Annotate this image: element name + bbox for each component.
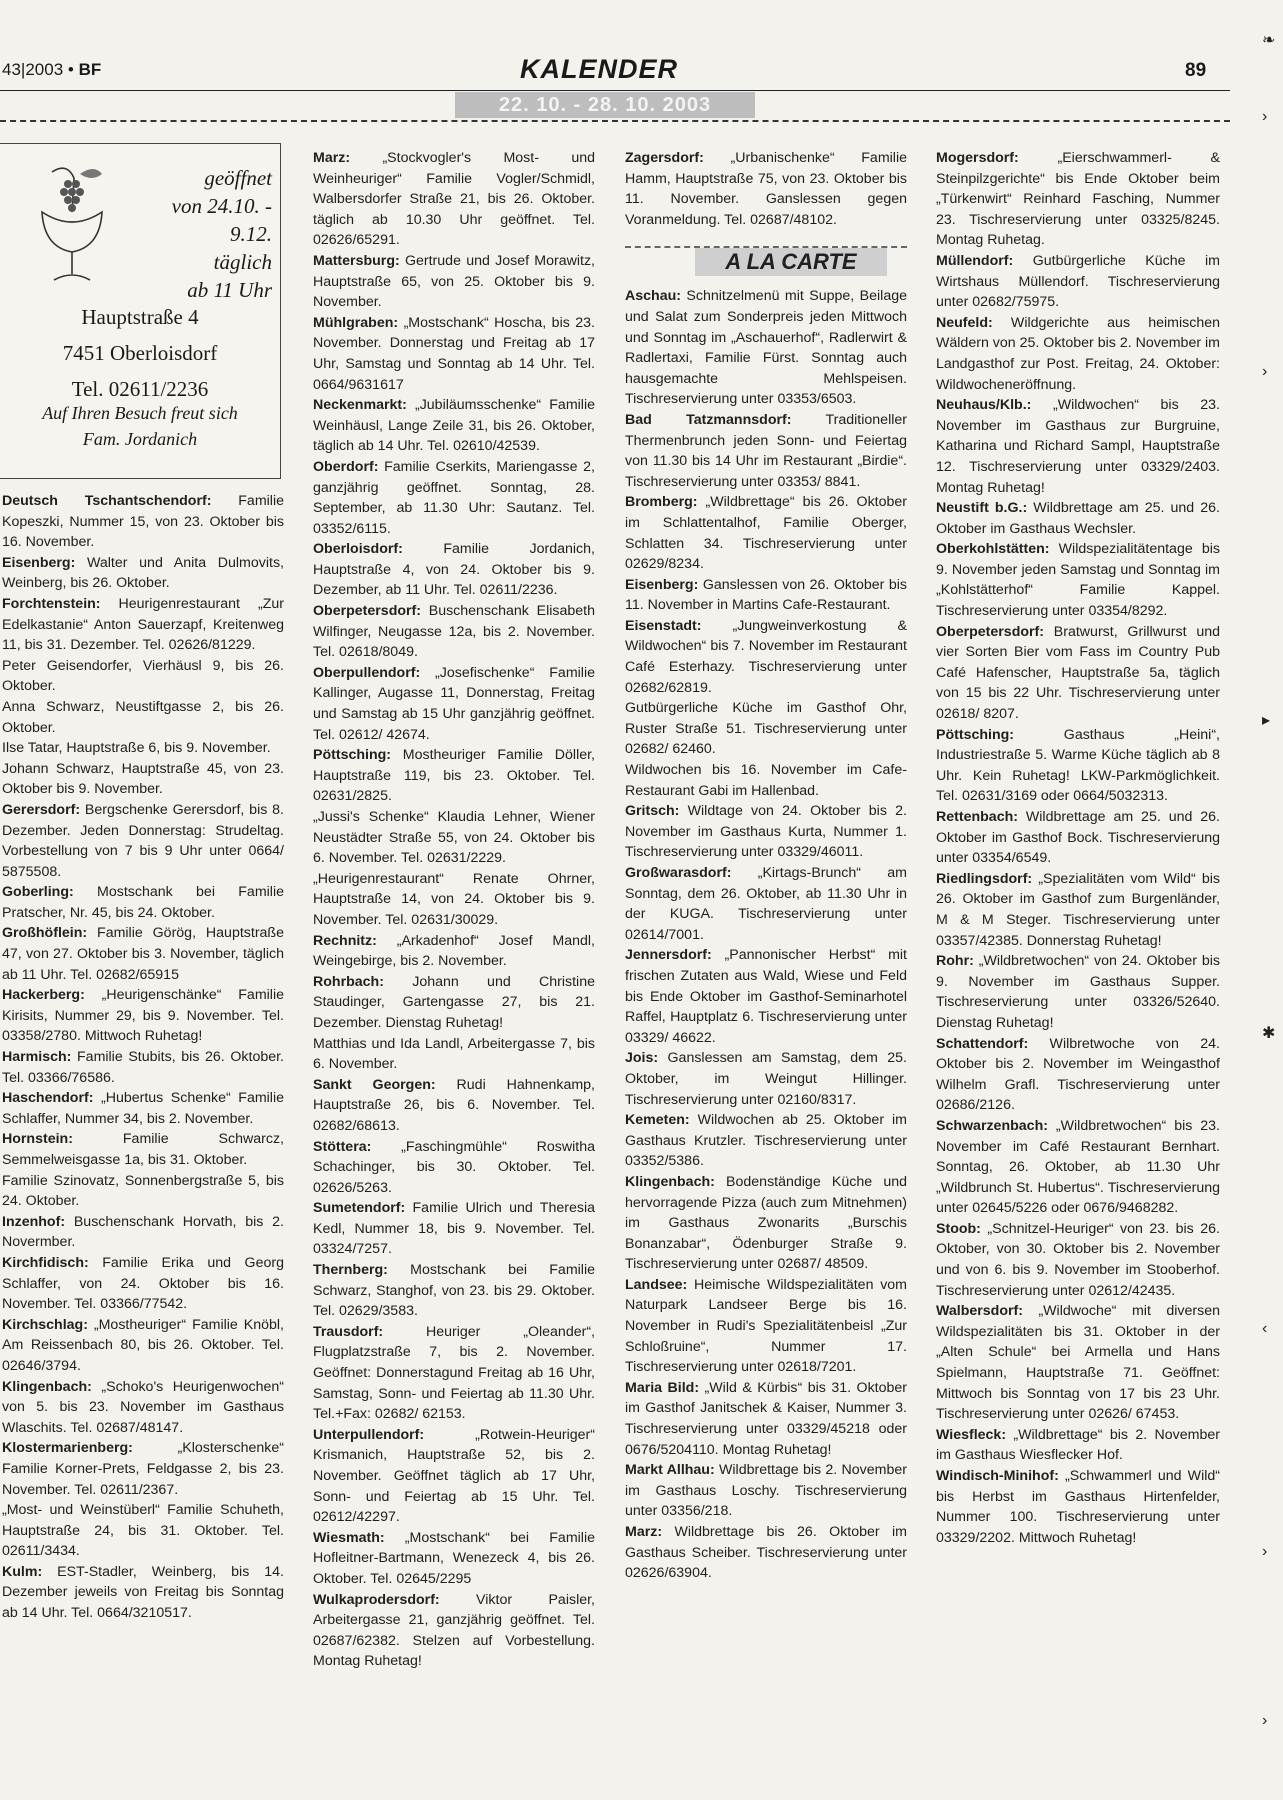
place-name: Wiesmath:: [313, 1529, 385, 1546]
zagersdorf-entry: [625, 148, 907, 230]
place-name: Wiesfleck:: [936, 1426, 1007, 1443]
place-name: Marz:: [625, 1524, 663, 1540]
listing-entry: [2, 1562, 284, 1624]
ad-address: Hauptstraße 4 7451 Oberloisdorf Tel. 02611/2236: [62, 305, 218, 401]
margin-mark: ✱: [1262, 1025, 1276, 1042]
place-name: Rechnitz:: [313, 932, 377, 949]
listing-entry: [2, 1315, 284, 1377]
listing-text: „Schoko's Heurigenwochen“ von 5. bis 23. November im Gasthaus Wlaschits. Tel. 02687/48147.: [2, 1378, 284, 1436]
column-heurigen-2: [313, 148, 595, 1672]
listing-text: „Jungweinverkostung & Wildwochen“ bis 7. November im Restaurant Café Esterhazy. Tischreservierung unter 02682/62819.: [625, 617, 907, 696]
listing-entry: [313, 972, 595, 1034]
place-name: Pöttsching:: [313, 747, 392, 764]
listing-text: „Hubertus Schenke“ Familie Schlaffer, Nummer 34, bis 2. November.: [2, 1090, 284, 1127]
listing-entry: [936, 1466, 1220, 1548]
margin-mark: ›: [1262, 363, 1268, 380]
listing-text: „Mostschank“ Hoscha, bis 23. November. Donnerstag und Freitag ab 17 Uhr, Samstag und Sonntag ab 14 Uhr. Tel. 0664/9631617: [313, 314, 595, 393]
listing-text: Familie Görög, Hauptstraße 47, von 27. Oktober bis 3. November, täglich ab 11 Uhr. Tel. 02682/65915: [2, 925, 284, 983]
place-name: Jois:: [625, 1050, 659, 1067]
listing-text: „Pannonischer Herbst“ mit frischen Zutaten aus Wald, Wiese und Feld bis Ende Oktober im Gasthof-Seminarhotel Raffel, Hauptplatz 6. Tischreservierung unter 03329/ 46622.: [625, 947, 907, 1046]
place-name: Wulkaprodersdorf:: [313, 1591, 440, 1608]
place-name: Deutsch Tschantschendorf:: [2, 493, 212, 509]
place-name: Trausdorf:: [313, 1323, 384, 1340]
listing-entry: [936, 498, 1220, 539]
listing-entry: [625, 1275, 907, 1378]
place-name: Aschau:: [625, 288, 681, 305]
place-name: Pöttsching:: [936, 726, 1015, 743]
listing-text: „Mostheuriger“ Familie Knöbl, Am Reissenbach 80, bis 26. Oktober. Tel. 02646/3794.: [2, 1316, 284, 1374]
listing-entry: [625, 863, 907, 945]
listing-entry: [2, 1212, 284, 1253]
place-name: Mogersdorf:: [936, 150, 1019, 166]
column-alacarte-2: [936, 148, 1220, 1548]
listing-entry: [313, 1198, 595, 1260]
listing-entry: [2, 1377, 284, 1439]
place-name: Hornstein:: [2, 1131, 73, 1148]
listing-text: Wildbrettage bis 2. November im Gasthaus Loschy. Tischreservierung unter 03356/218.: [625, 1462, 907, 1520]
place-name: Neustift b.G.:: [936, 500, 1028, 517]
listing-entry: [625, 575, 907, 616]
header-rule: [0, 90, 1230, 91]
place-name: Oberpetersdorf:: [313, 603, 421, 620]
listing-text: Ganslessen am Samstag, dem 25. Oktober, im Weingut Hillinger. Tischreservierung unter 02160/8317.: [625, 1050, 907, 1108]
listing-entry: [936, 1034, 1220, 1116]
listing-text: Wildwochen bis 16. November im Cafe-Restaurant Gabi im Hallenbad.: [625, 762, 907, 799]
listing-entry: [625, 945, 907, 1048]
place-name: Hackerberg:: [2, 987, 85, 1004]
listing-entry: [2, 1500, 284, 1562]
listing-entry: [2, 738, 284, 759]
ad-footer: Auf Ihren Besuch freut sich Fam. Jordanich: [42, 403, 238, 449]
listing-text: Gutbürgerliche Küche im Wirtshaus Müllendorf. Tischreservierung unter 02682/75975.: [936, 252, 1220, 311]
listing-entry: [625, 410, 907, 492]
margin-mark: ›: [1262, 1543, 1268, 1560]
place-name: Eisenberg:: [625, 576, 699, 593]
place-name: Oberpetersdorf:: [936, 623, 1044, 640]
listing-entry: [313, 869, 595, 931]
place-name: Müllendorf:: [936, 252, 1014, 269]
listing-text: Familie Schwarcz, Semmelweisgasse 1a, bis 31. Oktober.: [2, 1131, 284, 1168]
place-name: Haschendorf:: [2, 1090, 94, 1107]
place-name: Rohrbach:: [313, 973, 384, 990]
place-name: Markt Allhau:: [625, 1462, 715, 1479]
listing-text: „Josefischenke“ Familie Kallinger, Augasse 11, Donnerstag, Freitag und Samstag ab 15 Uhr ganzjährig geöffnet. Tel. 02612/ 42674.: [313, 664, 595, 743]
date-range: 22. 10. - 28. 10. 2003: [455, 92, 755, 118]
place-name: Schwarzenbach:: [936, 1117, 1048, 1134]
place-name: Gritsch:: [625, 803, 680, 820]
listing-text: Matthias und Ida Landl, Arbeitergasse 7, bis 6. November.: [313, 1035, 595, 1073]
listing-text: Johann Schwarz, Hauptstraße 45, von 23. Oktober bis 9. November.: [2, 760, 284, 798]
place-name: Sumetendorf:: [313, 1200, 406, 1217]
listing-entry: [313, 1322, 595, 1425]
listing-text: Bergschenke Gerersdorf, bis 8. Dezember. Jeden Donnerstag: Strudeltag. Vorbestellung von 7 bis 9 Uhr unter 0664/ 5875508.: [2, 801, 284, 880]
listing-entry: [625, 1048, 907, 1110]
place-name: Kulm:: [2, 1563, 43, 1580]
listing-text: Familie Kopeszki, Nummer 15, von 23. Oktober bis 16. November.: [2, 493, 284, 551]
listing-text: Anna Schwarz, Neustiftgasse 2, bis 26. Oktober.: [2, 698, 284, 736]
listing-text: Gertrude und Josef Morawitz, Hauptstraße 65, von 25. Oktober bis 9. November.: [313, 252, 595, 311]
place-name: Eisenberg:: [2, 554, 76, 571]
listing-text: „Wildbrettage“ bis 26. Oktober im Schlattentalhof, Familie Oberger, Schlatten 34. Tischreservierung unter 02629/8234.: [625, 494, 907, 573]
listing-text: „Eierschwammerl- & Steinpilzgerichte“ bis Ende Oktober beim „Türkenwirt“ Reinhard Fasching, Nummer 23. Tischreservierung unter 03325/8245. Montag Ruhetag.: [936, 150, 1220, 249]
listing-entry: [2, 656, 284, 697]
place-name: Klingenbach:: [2, 1378, 92, 1395]
listing-entry: [313, 1075, 595, 1137]
place-name: Rettenbach:: [936, 809, 1018, 825]
listing-entry: [936, 1301, 1220, 1425]
margin-mark: ‹: [1262, 1320, 1268, 1337]
place-name: Kemeten:: [625, 1112, 690, 1129]
listing-text: Wildtage von 24. Oktober bis 2. November im Gasthaus Kurta, Nummer 1. Tischreservierung unter 03329/46011.: [625, 803, 907, 861]
listing-text: Schnitzelmenü mit Suppe, Beilage und Salat zum Sonderpreis jeden Mittwoch und Sonntag im „Aschauerhof“, Radlerwirt & Radlertaxi, Familie Fürst. Sonntag auch hausgemachte Mehlspeisen. Tischreservierung unter 03353/6503.: [625, 288, 907, 408]
grape-chalice-icon: [22, 152, 122, 302]
listing-text: „Wildbretwochen“ bis 23. November im Café Restaurant Bernhart. Sonntag, 26. Oktober, ab 11.30 Uhr „Wildbrunch St. Hubertus“. Tischreservierung unter 02645/5226 oder 0676/9468282.: [936, 1117, 1220, 1217]
place-name: Schattendorf:: [936, 1035, 1029, 1052]
listing-entry: [936, 951, 1220, 1033]
listing-text: Mostschank bei Familie Schwarz, Stanghof, von 23. bis 29. Oktober. Tel. 02629/3583.: [313, 1262, 595, 1320]
listing-text: „Kirtags-Brunch“ am Sonntag, dem 26. Oktober, ab 11.30 Uhr in der KUGA. Tischreservierung unter 02614/7001.: [625, 865, 907, 943]
alacarte-title: A LA CARTE: [695, 248, 887, 276]
dashed-divider: [0, 120, 1230, 122]
listing-text: Heimische Wildspezialitäten vom Naturpark Landseer Berge bis 16. November in Rudi's Spezialitätenbeisl „Zur Schloßruine“, Nummer 17. Tischreservierung unter 02618/7201.: [625, 1276, 907, 1376]
place-name: Riedlingsdorf:: [936, 870, 1033, 887]
place-name: Walbersdorf:: [936, 1303, 1023, 1320]
listing-entry: [313, 395, 595, 457]
listing-entry: [936, 395, 1220, 498]
listing-entry: [936, 1219, 1220, 1301]
listing-text: „Mostschank“ bei Familie Hofleitner-Bartmann, Wenezeck 4, bis 26. Oktober. Tel. 02645/2295: [313, 1529, 595, 1587]
listing-entry: [625, 1522, 907, 1584]
listing-text: Walter und Anita Dulmovits, Weinberg, bis 26. Oktober.: [2, 554, 284, 592]
listing-text: Familie Stubits, bis 26. Oktober. Tel. 03366/76586.: [2, 1049, 284, 1086]
listing-text: „Jubiläumsschenke“ Familie Weinhäusl, Lange Zeile 31, bis 26. Oktober, täglich ab 14 Uhr. Tel. 02610/42539.: [313, 397, 595, 455]
advertisement-box: [0, 143, 281, 479]
place-name: Forchtenstein:: [2, 595, 101, 612]
listing-entry: [2, 1088, 284, 1129]
listing-entry: [2, 594, 284, 656]
listing-text: „Spezialitäten vom Wild“ bis 26. Oktober im Gasthof zum Burgenländer, M & M Steger. Tischreservierung unter 03357/42385. Donnerstag Ruhetag!: [936, 870, 1220, 949]
listing-entry: [2, 985, 284, 1047]
place-name: Neckenmarkt:: [313, 397, 407, 414]
listing-entry: [313, 807, 595, 869]
listing-text: Rudi Hahnenkamp, Hauptstraße 26, bis 6. November. Tel. 02682/68613.: [313, 1076, 595, 1134]
listing-entry: [2, 759, 284, 800]
listing-entry: [625, 616, 907, 698]
listing-entry: [625, 286, 907, 410]
listing-text: Familie Szinovatz, Sonnenbergstraße 5, bis 24. Oktober.: [2, 1172, 284, 1210]
listing-text: Bratwurst, Grillwurst und vier Sorten Bier vom Fass im Country Pub Café Hafenscher, Hauptstraße 5a, täglich von 15 bis 22 Uhr. Tischreservierung unter 02618/ 8207.: [936, 623, 1220, 723]
listing-text: Buschenschank Elisabeth Wilfinger, Neugasse 12a, bis 2. November. Tel. 02618/8049.: [313, 603, 595, 661]
page-header: [0, 52, 1230, 92]
place-name: Eisenstadt:: [625, 617, 702, 634]
margin-mark: ▸: [1262, 712, 1271, 729]
listing-text: Heurigenrestaurant „Zur Edelkastanie“ Anton Sauerzapf, Kreitenweg 11, bis 31. Dezember. Tel. 02626/81229.: [2, 595, 284, 654]
place-name: Mattersburg:: [313, 252, 400, 269]
listing-text: Familie Cserkits, Mariengasse 2, ganzjährig geöffnet. Sonntag, 28. September, ab 11.30 Uhr: Sautanz. Tel. 03352/6115.: [313, 458, 595, 537]
place-name: Klingenbach:: [625, 1173, 715, 1190]
place-name: Neuhaus/Klb.:: [936, 397, 1032, 414]
listing-text: Gasthaus „Heini“, Industriestraße 5. Warme Küche täglich ab 8 Uhr. Kein Ruhetag! LKW-Parkmöglichkeit. Tel. 02631/3169 oder 0664/5032313.: [936, 726, 1220, 805]
listing-entry: [313, 1260, 595, 1322]
listing-entry: [625, 801, 907, 863]
alacarte-heading: [625, 238, 907, 280]
listing-entry: [313, 1137, 595, 1199]
listing-text: „Most- und Weinstüberl“ Familie Schuheth, Hauptstraße 24, bis 31. Oktober. Tel. 02611/3434.: [2, 1502, 284, 1560]
listing-text: Wildwochen ab 25. Oktober im Gasthaus Krutzler. Tischreservierung unter 03352/5386.: [625, 1112, 907, 1170]
listing-text: Johann und Christine Staudinger, Gartengasse 27, bis 21. Dezember. Dienstag Ruhetag!: [313, 973, 595, 1031]
listing-entry: [625, 1378, 907, 1460]
listing-text: Wildgerichte aus heimischen Wäldern von 25. Oktober bis 2. November im Landgasthof zur Post. Freitag, 24. Oktober: Wildwocheneröffnung.: [936, 314, 1220, 393]
margin-mark: ❧: [1262, 32, 1276, 49]
listing-entry: [2, 1438, 284, 1500]
place-name: Oberloisdorf:: [313, 541, 403, 558]
listing-text: Mostheuriger Familie Döller, Hauptstraße 119, bis 23. Oktober. Tel. 02631/2825.: [313, 747, 595, 805]
place-name: Bad Tatzmannsdorf:: [625, 411, 792, 428]
listing-text: Familie Ulrich und Theresia Kedl, Nummer 18, bis 9. November. Tel. 03324/7257.: [313, 1200, 595, 1258]
listing-entry: [936, 1425, 1220, 1466]
listing-entry: [936, 148, 1220, 251]
listing-entry: [313, 745, 595, 807]
listing-entry: [625, 148, 907, 230]
place-name: Zagersdorf:: [625, 150, 704, 166]
listing-entry: [936, 539, 1220, 621]
brand-label: BF: [78, 60, 102, 79]
place-name: Harmisch:: [2, 1049, 72, 1066]
place-name: Landsee:: [625, 1276, 688, 1293]
listing-entry: [313, 1034, 595, 1075]
listing-text: Ilse Tatar, Hauptstraße 6, bis 9. November.: [2, 740, 271, 757]
listing-entry: [313, 601, 595, 663]
listing-entry: [313, 931, 595, 972]
place-name: Neufeld:: [936, 314, 993, 331]
listing-text: Wilbretwoche von 24. Oktober bis 2. November im Weingasthof Wilhelm Grafl. Tischreservierung unter 02686/2126.: [936, 1035, 1220, 1114]
listing-text: Traditioneller Thermenbrunch jeden Sonn- und Feiertag von 11.30 bis 14 Uhr im Restaurant „Birdie“. Tischreservierung unter 03353/ 8841.: [625, 411, 907, 490]
listing-entry: [2, 1253, 284, 1315]
place-name: Goberling:: [2, 884, 74, 901]
place-name: Mühlgraben:: [313, 314, 399, 331]
listing-text: „Rotwein-Heuriger“ Krismanich, Hauptstraße 52, bis 2. November. Geöffnet täglich ab 17 Uhr, Sonn- und Feiertag ab 15 Uhr. Tel. 02612/42297.: [313, 1426, 595, 1526]
place-name: Kirchschlag:: [2, 1316, 88, 1333]
listing-text: „Wild & Kürbis“ bis 31. Oktober im Gasthof Janitschek & Kaiser, Nummer 3. Tischreservierung unter 03329/45218 oder 0676/5204110. Montag Ruhetag!: [625, 1379, 908, 1458]
listing-entry: [936, 622, 1220, 725]
listing-text: „Urbanischenke“ Familie Hamm, Hauptstraße 75, von 23. Oktober bis 11. November. Ganslessen gegen Voranmeldung. Tel. 02687/48102.: [625, 150, 907, 228]
listing-text: „Wildwochen“ bis 23. November im Gasthaus zur Burgruine, Katharina und Richard Sampl, Hauptstraße 12. Tischreservierung unter 03329/2403. Montag Ruhetag!: [936, 397, 1220, 496]
listing-entry: [625, 1110, 907, 1172]
listing-entry: [936, 725, 1220, 807]
listing-entry: [313, 313, 595, 395]
listing-entry: [313, 663, 595, 745]
listing-entry: [2, 882, 284, 923]
listing-entry: [313, 1425, 595, 1528]
listing-text: Gutbürgerliche Küche im Gasthof Ohr, Ruster Straße 51. Tischreservierung unter 02682/ 62460.: [625, 700, 907, 758]
place-name: Gerersdorf:: [2, 801, 81, 818]
section-title: KALENDER: [520, 54, 679, 84]
listing-entry: [2, 800, 284, 882]
place-name: Inzenhof:: [2, 1213, 66, 1230]
listing-entry: [625, 1460, 907, 1522]
listing-text: Mostschank bei Familie Pratscher, Nr. 45, bis 24. Oktober.: [2, 884, 284, 921]
issue-label: 43|2003 • BF: [2, 60, 102, 79]
column-alacarte-1: [625, 148, 907, 1584]
place-name: Oberkohlstätten:: [936, 541, 1050, 558]
opening-hours: geöffnet von 24.10. - 9.12. täglich ab 11 Uhr: [171, 166, 272, 302]
place-name: Thernberg:: [313, 1262, 388, 1279]
listing-text: Buschenschank Horvath, bis 2. Novermber.: [2, 1213, 284, 1251]
listing-text: Familie Erika und Georg Schlaffer, von 24. Oktober bis 16. November. Tel. 03366/77542.: [2, 1254, 284, 1313]
listing-text: Peter Geisendorfer, Vierhäusl 9, bis 26. Oktober.: [2, 657, 284, 695]
listing-entry: [2, 697, 284, 738]
place-name: Sankt Georgen:: [313, 1076, 436, 1093]
place-name: Maria Bild:: [625, 1379, 700, 1396]
listing-entry: [2, 1171, 284, 1212]
place-name: Bromberg:: [625, 494, 698, 511]
listing-text: Wildspezialitätentage bis 9. November jeden Samstag und Sonntag im „Kohlstätterhof“ Familie Kappel. Tischreservierung unter 03354/8292.: [936, 541, 1220, 620]
place-name: Großhöflein:: [2, 925, 88, 942]
listing-text: „Heurigenschänke“ Familie Kirisits, Nummer 29, bis 9. November. Tel. 03358/2780. Mittwoch Ruhetag!: [2, 987, 284, 1045]
listing-text: EST-Stadler, Weinberg, bis 14. Dezember jeweils von Freitag bis Sonntag ab 14 Uhr. Tel. 0664/3210517.: [2, 1563, 284, 1622]
place-name: Rohr:: [936, 953, 974, 970]
listing-entry: [2, 553, 284, 594]
listing-entry: [625, 698, 907, 760]
listing-text: Heuriger „Oleander“, Flugplatzstraße 7, bis 2. November. Geöffnet: Donnerstagund Freitag ab 16 Uhr, Samstag, Sonn- und Feiertag ab 11.30 Uhr. Tel.+Fax: 02682/ 62153.: [313, 1323, 595, 1423]
place-name: Stoob:: [936, 1220, 981, 1237]
place-name: Oberdorf:: [313, 458, 379, 475]
listing-text: Ganslessen von 26. Oktober bis 11. November in Martins Cafe-Restaurant.: [625, 576, 907, 614]
listing-text: „Arkadenhof“ Josef Mandl, Weingebirge, bis 2. November.: [313, 932, 595, 970]
listing-text: Viktor Paisler, Arbeitergasse 21, ganzjährig geöffnet. Tel. 02687/62382. Stelzen auf Vorbestellung. Montag Ruhetag!: [313, 1591, 595, 1670]
listing-entry: [313, 457, 595, 539]
listing-text: „Jussi's Schenke“ Klaudia Lehner, Wiener Neustädter Straße 55, von 24. Oktober bis 6. November. Tel. 02631/2229.: [313, 809, 595, 867]
listing-entry: [313, 539, 595, 601]
listing-text: Familie Jordanich, Hauptstraße 4, von 24. Oktober bis 9. Dezember, ab 11 Uhr. Tel. 02611/2236.: [313, 541, 595, 599]
listing-text: Bodenständige Küche und hervorragende Pizza (auch zum Mitnehmen) im Gasthaus Zwonarits „Burschis Bonanzabar“, Ödenburger Straße 9. Tischreservierung unter 02687/ 48509.: [625, 1173, 907, 1273]
listing-text: Wildbrettage am 25. und 26. Oktober im Gasthaus Wechsler.: [936, 500, 1220, 537]
place-name: Großwarasdorf:: [625, 865, 732, 881]
listing-entry: [313, 1590, 595, 1672]
listing-entry: [2, 923, 284, 985]
listing-entry: [936, 251, 1220, 313]
alacarte-list: [625, 286, 907, 1583]
place-name: Oberpullendorf:: [313, 664, 421, 681]
listing-text: „Wildbretwochen“ von 24. Oktober bis 9. November im Gasthaus Supper. Tischreservierung unter 03326/52640. Dienstag Ruhetag!: [936, 953, 1220, 1031]
listing-entry: [2, 491, 284, 553]
listing-text: „Wildwoche“ mit diversen Wildspezialitäten bis 31. Oktober in der „Alten Schule“ bei Armella und Hans Spielmann, Hauptstraße 71. Geöffnet: Mittwoch bis Sonntag von 17 bis 23 Uhr. Tischreservierung unter 02626/ 67453.: [936, 1303, 1220, 1423]
listing-entry: [313, 1528, 595, 1590]
place-name: Unterpullendorf:: [313, 1426, 425, 1443]
listing-text: „Wildbrettage“ bis 2. November im Gasthaus Wiesflecker Hof.: [936, 1426, 1220, 1464]
listing-entry: [625, 760, 907, 801]
listing-entry: [625, 1172, 907, 1275]
listing-text: „Heurigenrestaurant“ Renate Ohrner, Hauptstraße 14, von 24. Oktober bis 9. November. Tel. 02631/30029.: [313, 870, 595, 928]
listing-entry: [936, 807, 1220, 869]
margin-mark: ›: [1262, 108, 1268, 125]
place-name: Windisch-Minihof:: [936, 1468, 1059, 1484]
listing-entry: [2, 1129, 284, 1170]
margin-mark: ›: [1262, 1712, 1268, 1729]
column-heurigen-1: [2, 491, 284, 1624]
listing-text: „Faschingmühle“ Roswitha Schachinger, bis 30. Oktober. Tel. 02626/5263.: [313, 1138, 595, 1196]
listing-text: „Schwammerl und Wild“ bis Herbst im Gasthaus Hirtenfelder, Nummer 100. Tischreservierung unter 03329/2202. Mittwoch Ruhetag!: [936, 1468, 1220, 1546]
listing-text: „Stockvogler's Most- und Weinheuriger“ Familie Vogler/Schmidl, Walbersdorfer Straße 21, bis 26. Oktober. täglich ab 10.30 Uhr geöffnet. Tel. 02626/65291.: [313, 150, 595, 249]
place-name: Klostermarienberg:: [2, 1440, 133, 1457]
place-name: Stöttera:: [313, 1138, 372, 1155]
place-name: Marz:: [313, 150, 351, 166]
listing-entry: [2, 1047, 284, 1088]
listing-text: „Klosterschenke“ Familie Korner-Prets, Feldgasse 2, bis 23. November. Tel. 02611/2367.: [2, 1440, 284, 1498]
listing-entry: [625, 492, 907, 574]
listing-text: Wildbrettage bis 26. Oktober im Gasthaus Scheiber. Tischreservierung unter 02626/63904.: [625, 1524, 907, 1582]
listing-text: Wildbrettage am 25. und 26. Oktober im Gasthof Bock. Tischreservierung unter 03354/6549.: [936, 809, 1220, 867]
listing-entry: [936, 1116, 1220, 1219]
listing-entry: [313, 251, 595, 313]
listing-text: „Schnitzel-Heuriger“ von 23. bis 26. Oktober, von 30. Oktober bis 2. November und von 6. bis 9. November im Stooberhof. Tischreservierung unter 02612/42435.: [936, 1220, 1220, 1299]
listing-entry: [313, 148, 595, 251]
page-number: 89: [1185, 60, 1207, 81]
listing-entry: [936, 313, 1220, 395]
place-name: Jennersdorf:: [625, 947, 712, 964]
listing-entry: [936, 869, 1220, 951]
place-name: Kirchfidisch:: [2, 1254, 89, 1271]
